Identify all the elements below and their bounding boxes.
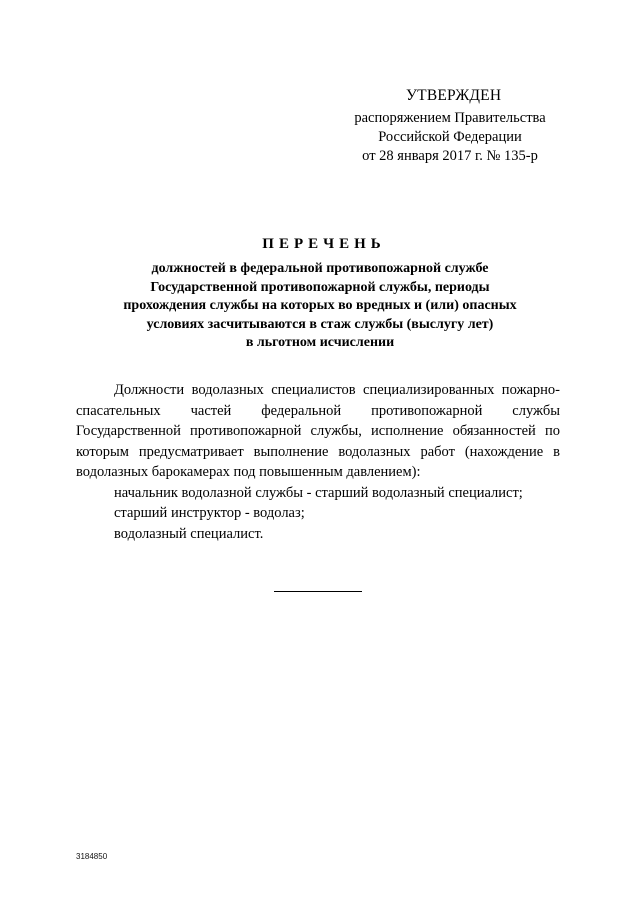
approval-block — [340, 86, 560, 166]
list-item: водолазный специалист. — [114, 525, 264, 542]
approval-line-1: распоряжением Правительства — [354, 110, 546, 126]
approval-heading: УТВЕРЖДЕН — [406, 87, 502, 104]
document-subtitle — [90, 260, 550, 353]
subtitle-line: Государственной противопожарной службы, периоды — [150, 279, 490, 295]
list-item: начальник водолазной службы - старший водолазный специалист; — [114, 484, 523, 501]
subtitle-line: должностей в федеральной противопожарной службе — [151, 261, 489, 276]
document-code: 3184850 — [76, 852, 108, 861]
closing-divider — [274, 591, 362, 592]
document-body — [76, 380, 560, 544]
approval-line-2: Российской Федерации — [378, 129, 522, 145]
subtitle-line: прохождения службы на которых во вредных и (или) опасных — [123, 298, 517, 313]
list-item: старший инструктор - водолаз; — [114, 505, 305, 521]
document-title: ПЕРЕЧЕНЬ — [262, 236, 386, 252]
approval-line-3: от 28 января 2017 г. № 135-р — [362, 148, 538, 164]
subtitle-line: условиях засчитываются в стаж службы (выслугу лет) — [146, 316, 494, 332]
body-paragraph: Должности водолазных специалистов специализированных пожарно-спасательных частей федеральной противопожарной службы Государственной противопожарной службы, исполнение обязанностей по которым предусматривает выполнение водолазных работ (нахождение в водолазных барокамерах под повышенным давлением): — [76, 382, 560, 480]
subtitle-line: в льготном исчислении — [245, 335, 395, 350]
